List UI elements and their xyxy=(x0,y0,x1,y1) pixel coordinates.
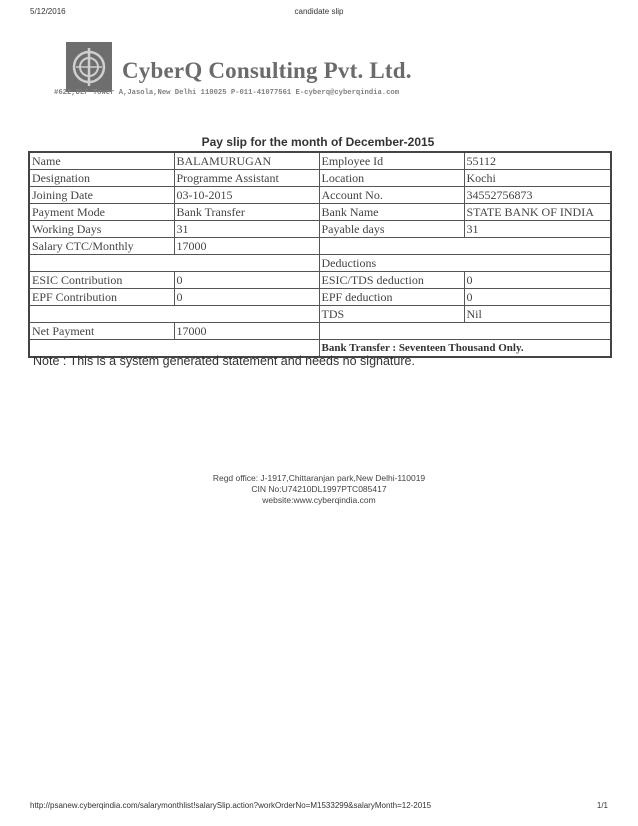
row-label: Name xyxy=(29,152,174,170)
row-value: 0 xyxy=(174,272,319,289)
row-value: 0 xyxy=(174,289,319,306)
row-label: ESIC/TDS deduction xyxy=(319,272,464,289)
empty-cell xyxy=(319,238,611,255)
print-page-number: 1/1 xyxy=(596,801,608,810)
row-value: Programme Assistant xyxy=(174,170,319,187)
deductions-header-row xyxy=(29,255,611,272)
row-value: 31 xyxy=(464,221,611,238)
row-label: Joining Date xyxy=(29,187,174,204)
net-payment-label: Net Payment xyxy=(29,323,174,340)
office-address: Regd office: J-1917,Chittaranjan park,New Delhi-110019 xyxy=(212,473,426,483)
tds-label: TDS xyxy=(319,306,464,323)
row-label: ESIC Contribution xyxy=(29,272,174,289)
company-letterhead xyxy=(54,42,506,102)
row-label: EPF Contribution xyxy=(29,289,174,306)
system-note: Note : This is a system generated statement and needs no signature. xyxy=(33,354,415,368)
row-label: EPF deduction xyxy=(319,289,464,306)
row-label: Employee Id xyxy=(319,152,464,170)
deductions-header: Deductions xyxy=(319,255,611,272)
salary-row xyxy=(29,238,611,255)
registered-office-block xyxy=(0,473,638,506)
company-logo xyxy=(66,42,112,92)
table-row xyxy=(29,272,611,289)
row-value: 03-10-2015 xyxy=(174,187,319,204)
row-value: Bank Transfer xyxy=(174,204,319,221)
salary-label: Salary CTC/Monthly xyxy=(29,238,174,255)
print-page-title: candidate slip xyxy=(294,7,344,16)
print-url: http://psanew.cyberqindia.com/salarymonthlist!salarySlip.action?workOrderNo=M1533299&salaryMonth=12-2015 xyxy=(30,801,432,810)
row-label: Working Days xyxy=(29,221,174,238)
row-value: 34552756873 xyxy=(464,187,611,204)
empty-cell xyxy=(29,255,319,272)
row-value: 0 xyxy=(464,289,611,306)
net-payment-row xyxy=(29,323,611,340)
print-date: 5/12/2016 xyxy=(30,7,66,16)
row-label: Location xyxy=(319,170,464,187)
row-label: Payable days xyxy=(319,221,464,238)
cin-number: CIN No:U74210DL1997PTC085417 xyxy=(251,484,387,494)
net-payment-value: 17000 xyxy=(174,323,319,340)
row-label: Payment Mode xyxy=(29,204,174,221)
table-row xyxy=(29,170,611,187)
row-label: Bank Name xyxy=(319,204,464,221)
table-row xyxy=(29,152,611,170)
table-row xyxy=(29,204,611,221)
row-value: STATE BANK OF INDIA xyxy=(464,204,611,221)
website: website:www.cyberqindia.com xyxy=(262,495,376,505)
row-value: BALAMURUGAN xyxy=(174,152,319,170)
row-label: Designation xyxy=(29,170,174,187)
table-row xyxy=(29,187,611,204)
tds-row xyxy=(29,306,611,323)
company-address: #622,DLF Tower A,Jasola,New Delhi 110025 P-011-41077561 E-cyberq@cyberqindia.com xyxy=(54,89,400,97)
company-name: CyberQ Consulting Pvt. Ltd. xyxy=(122,58,412,83)
row-label: Account No. xyxy=(319,187,464,204)
row-value: Kochi xyxy=(464,170,611,187)
salary-value: 17000 xyxy=(174,238,319,255)
empty-cell xyxy=(319,323,611,340)
table-row xyxy=(29,221,611,238)
amount-in-words: Bank Transfer : Seventeen Thousand Only. xyxy=(319,340,611,358)
row-value: 0 xyxy=(464,272,611,289)
tds-value: Nil xyxy=(464,306,611,323)
table-row xyxy=(29,289,611,306)
empty-cell xyxy=(29,306,319,323)
payslip-title: Pay slip for the month of December-2015 xyxy=(201,135,435,149)
payslip-table xyxy=(28,151,612,358)
row-value: 55112 xyxy=(464,152,611,170)
row-value: 31 xyxy=(174,221,319,238)
